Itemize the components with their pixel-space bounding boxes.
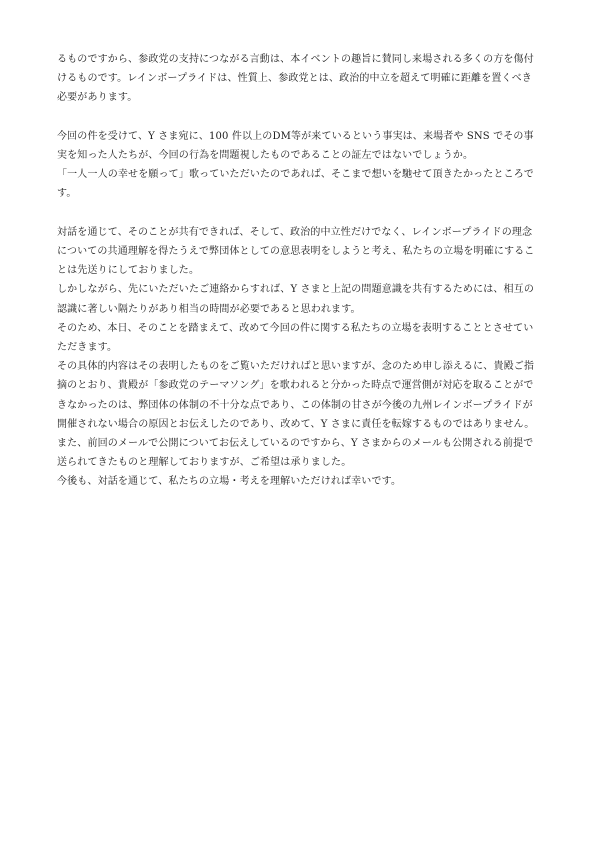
paragraph-6: そのため、本日、そのことを踏まえて、改めて今回の件に関する私たちの立場を表明することとさせていただきます。 xyxy=(57,322,534,354)
paragraph-gap xyxy=(57,108,539,127)
paragraph-gap xyxy=(57,204,539,223)
paragraph-9: 今後も、対話を通じて、私たちの立場・考えを理解いただければ幸いです。 xyxy=(57,476,402,488)
paragraph-2: 今回の件を受けて、Y さま宛に、100 件以上のDM等が来ているという事実は、来場者や SNS でその事実を知った人たちが、今回の行為を問題視したものであることの証左ではないでしょうか。 xyxy=(57,130,534,161)
paragraph-4: 対話を通じて、そのことが共有できれば、そして、政治的中立性だけでなく、レインボープライドの理念についての共通理解を得たうえで弊団体としての意思表明をしようと考え、私たちの立場を明確にすることは先送りにしておりました。 xyxy=(57,226,535,277)
paragraph-5: しかしながら、先にいただいたご連絡からすれば、Y さまと上記の問題意識を共有するためには、相互の認識に著しい隔たりがあり相当の時間が必要であると思われます。 xyxy=(57,284,534,315)
paragraph-1: るものですから、参政党の支持につながる言動は、本イベントの趣旨に賛同し来場される多くの方を傷付けるものです。レインボープライドは、性質上、参政党とは、政治的中立を超えて明確に距離を置くべき必要があります。 xyxy=(57,54,534,104)
paragraph-7: その具体的内容はその表明したものをご覧いただければと思いますが、念のため申し添えるに、貴殿ご指摘のとおり、貴殿が「参政党のテーマソング」を歌われると分かった時点で運営側が対応を取ることができなかったのは、弊団体の体制の不十分な点であり、この体制の甘さが今後の九州レインボープライドが開催されない場合の原因とお伝えしたのであり、改めて、Y さまに責任を転嫁するものではありません。 xyxy=(57,361,535,430)
letter-body xyxy=(57,50,539,492)
paragraph-3: 「一人一人の幸せを願って」歌っていただいたのであれば、そこまで想いを馳せて頂きたかったところです。 xyxy=(57,169,534,200)
paragraph-8: また、前回のメールで公開についてお伝えしているのですから、Y さまからのメールも公開される前提で送られてきたものと理解しておりますが、ご希望は承りました。 xyxy=(57,438,534,469)
